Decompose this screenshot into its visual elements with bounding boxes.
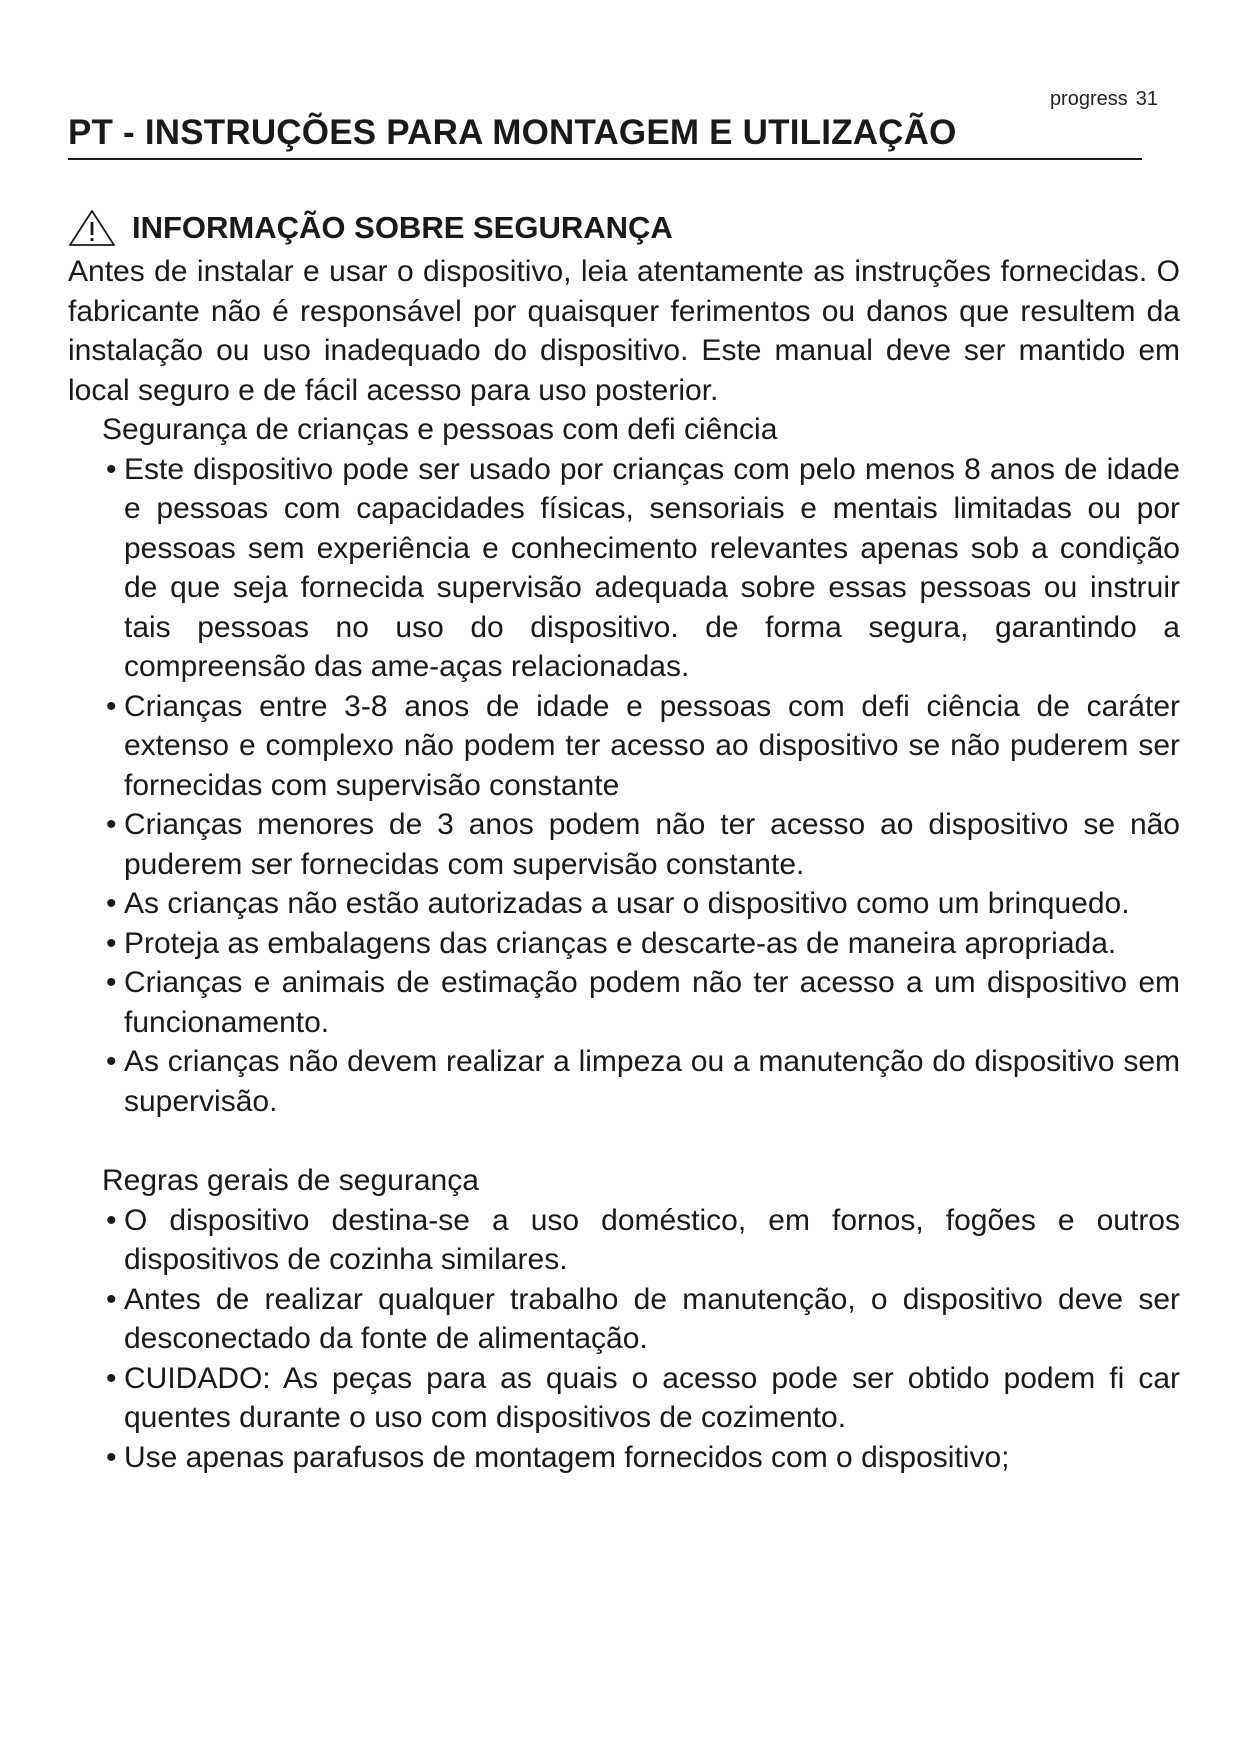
list-item: • Use apenas parafusos de montagem fornecidos com o dispositivo; <box>106 1438 1180 1478</box>
intro-paragraph: Antes de instalar e usar o dispositivo, leia atentamente as instruções fornecidas. O fabricante não é responsável por quaisquer ferimentos ou danos que resultem da instalação ou uso inadequado do dispositivo. Este manual deve ser mantido em local seguro e de fácil acesso para uso posterior. <box>68 255 1180 407</box>
list-item: • As crianças não devem realizar a limpeza ou a manutenção do dispositivo sem supervisão. <box>106 1042 1180 1121</box>
document-title: PT - INSTRUÇÕES PARA MONTAGEM E UTILIZAÇÃO <box>68 112 1142 160</box>
list-item: • Crianças menores de 3 anos podem não ter acesso ao dispositivo se não puderem ser fornecidas com supervisão constante. <box>106 805 1180 884</box>
children-safety-list <box>106 450 1180 1122</box>
list-item: • Antes de realizar qualquer trabalho de manutenção, o dispositivo deve ser desconectado da fonte de alimentação. <box>106 1280 1180 1359</box>
list-item: • Crianças e animais de estimação podem não ter acesso a um dispositivo em funcionamento. <box>106 963 1180 1042</box>
list-item: • O dispositivo destina-se a uso doméstico, em fornos, fogões e outros dispositivos de cozinha similares. <box>106 1201 1180 1280</box>
general-safety-heading: Regras gerais de segurança <box>102 1164 479 1197</box>
general-safety-list <box>106 1201 1180 1478</box>
page-header <box>1050 88 1158 111</box>
page-number: 31 <box>1135 88 1158 110</box>
list-item: • Este dispositivo pode ser usado por crianças com pelo menos 8 anos de idade e pessoas com capacidades físicas, sensoriais e mentais limitadas ou por pessoas sem experiência e conhecimento relevantes apenas sob a condição de que seja fornecida supervisão adequada sobre essas pessoas ou instruir tais pessoas no uso do dispositivo. de forma segura, garantindo a compreensão das ame-aças relacionadas. <box>106 450 1180 687</box>
warning-triangle-icon <box>68 209 116 247</box>
brand-name: progress <box>1049 88 1128 110</box>
list-item: • CUIDADO: As peças para as quais o acesso pode ser obtido podem fi car quentes durante o uso com dispositivos de cozimento. <box>106 1359 1180 1438</box>
list-item: • As crianças não estão autorizadas a usar o dispositivo como um brinquedo. <box>106 884 1180 924</box>
document-body <box>68 252 1180 1477</box>
children-safety-heading: Segurança de crianças e pessoas com defi ciência <box>102 413 778 446</box>
list-item: • Crianças entre 3-8 anos de idade e pessoas com defi ciência de caráter extenso e complexo não podem ter acesso ao dispositivo se não puderem ser fornecidas com supervisão constante <box>106 687 1180 806</box>
list-item: • Proteja as embalagens das crianças e descarte-as de maneira apropriada. <box>106 924 1180 964</box>
section-heading-label: INFORMAÇÃO SOBRE SEGURANÇA <box>132 210 673 245</box>
section-heading <box>68 208 673 248</box>
